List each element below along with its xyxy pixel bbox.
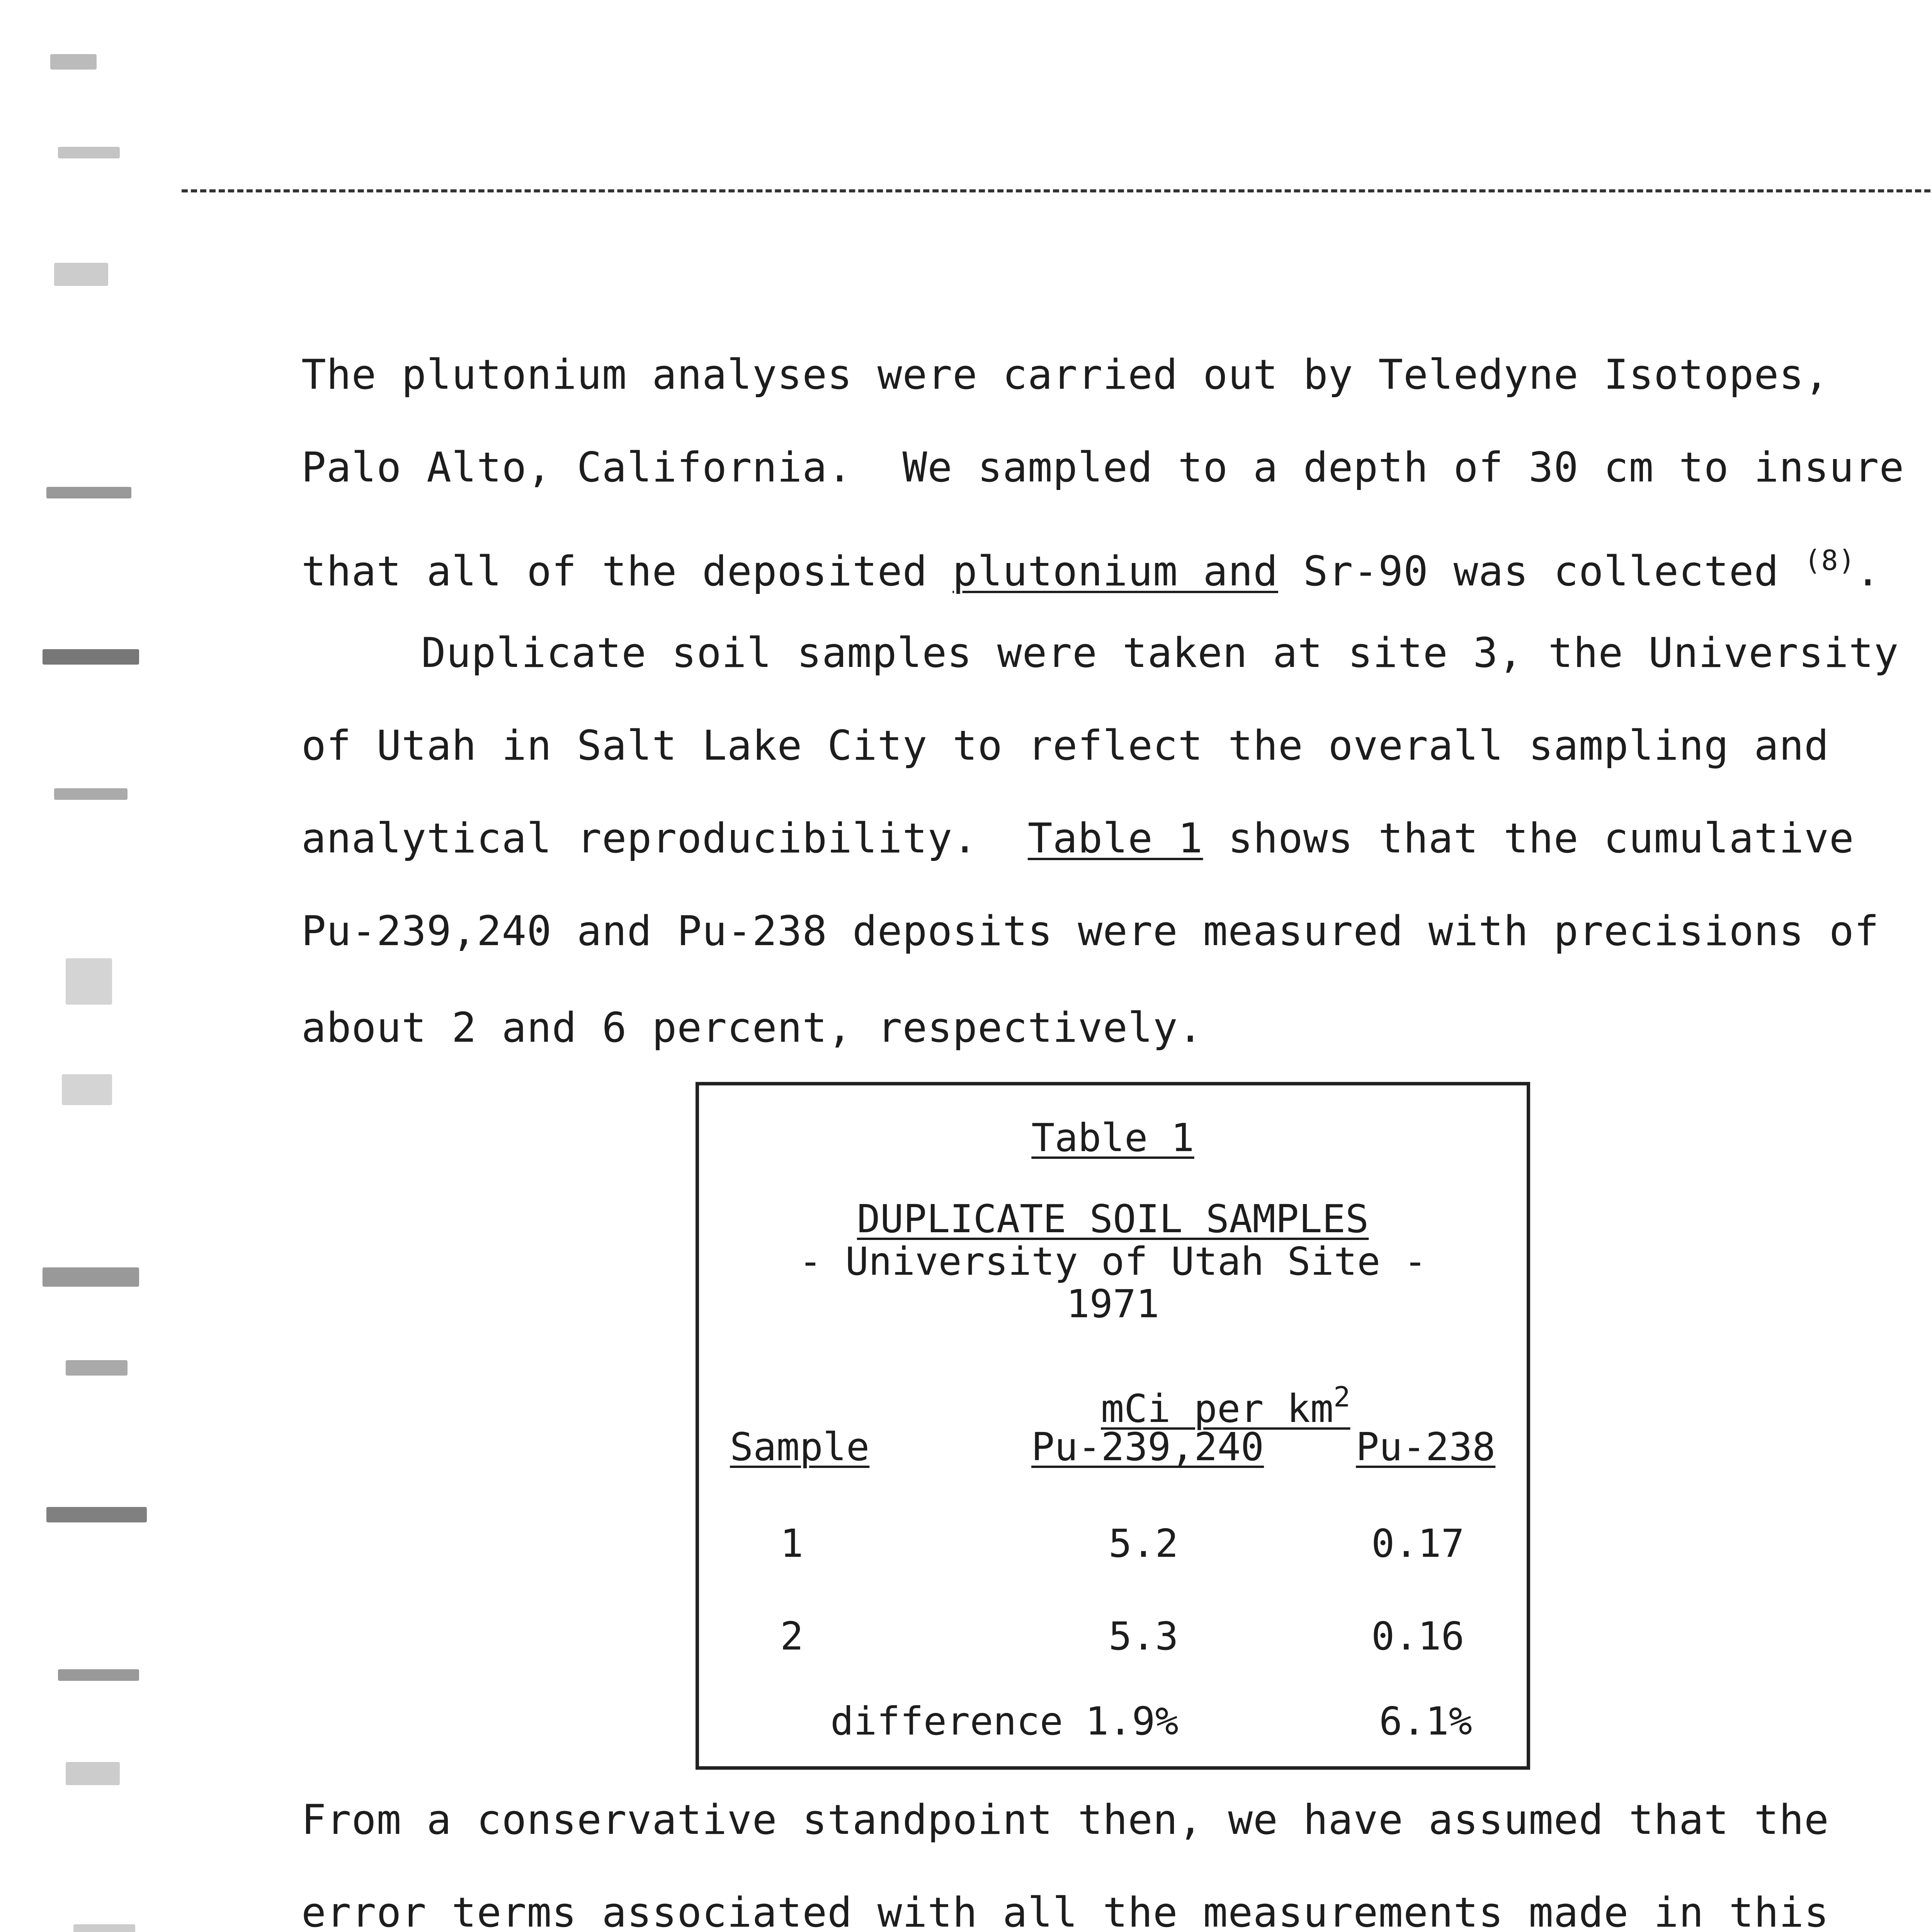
table-title: DUPLICATE SOIL SAMPLES — [857, 1196, 1369, 1242]
text-span: analytical reproducibility. — [301, 815, 1028, 862]
row-1-pu-239-240: 5.2 — [1109, 1521, 1179, 1566]
paragraph-2-line-1: Duplicate soil samples were taken at site 3, the University — [421, 629, 1899, 677]
text-span: Sr-90 was collected — [1278, 548, 1804, 595]
row-1-sample: 1 — [780, 1521, 804, 1566]
underlined-text: plutonium and — [952, 548, 1278, 595]
row-2-sample: 2 — [780, 1614, 804, 1659]
paragraph-2-line-5: about 2 and 6 percent, respectively. — [301, 1004, 1203, 1051]
column-header-pu-239-240: Pu-239,240 — [1031, 1424, 1264, 1469]
difference-pu-239-240: 1.9% — [1085, 1699, 1179, 1744]
paragraph-3-line-2: error terms associated with all the measurements made in this — [301, 1889, 1829, 1932]
unit-header — [1101, 1375, 1350, 1430]
table-subtitle: - University of Utah Site - — [799, 1239, 1427, 1284]
difference-pu-238: 6.1% — [1379, 1699, 1472, 1744]
paragraph-2-line-4: Pu-239,240 and Pu-238 deposits were measured with precisions of — [301, 907, 1879, 955]
difference-label: difference — [830, 1699, 1063, 1744]
paragraph-2-line-2: of Utah in Salt Lake City to reflect the overall sampling and — [301, 722, 1829, 769]
row-1-pu-238: 0.17 — [1371, 1521, 1464, 1566]
text-span: . — [1855, 548, 1881, 595]
text-span: shows that the cumulative — [1203, 815, 1854, 862]
unit-text: mCi per km — [1101, 1386, 1334, 1431]
reference-marker: (8) — [1804, 544, 1856, 577]
row-2-pu-238: 0.16 — [1371, 1614, 1464, 1659]
table-label: Table 1 — [1031, 1115, 1194, 1160]
paragraph-1-line-3 — [301, 537, 1881, 595]
row-2-pu-239-240: 5.3 — [1109, 1614, 1179, 1659]
table-1-reference: Table 1 — [1027, 815, 1203, 862]
paragraph-1-line-1: The plutonium analyses were carried out by Teledyne Isotopes, — [301, 351, 1829, 398]
margin-scan-noise — [43, 31, 158, 1932]
text-span: that all of the deposited — [301, 548, 953, 595]
column-header-sample: Sample — [730, 1424, 870, 1469]
header-rule — [182, 189, 1932, 192]
paragraph-3-line-1: From a conservative standpoint then, we have assumed that the — [301, 1796, 1829, 1844]
column-header-pu-238: Pu-238 — [1356, 1424, 1496, 1469]
paragraph-1-line-2: Palo Alto, California. We sampled to a depth of 30 cm to insure — [301, 444, 1905, 491]
table-1 — [696, 1082, 1530, 1770]
unit-exponent: 2 — [1333, 1381, 1350, 1413]
paragraph-2-line-3 — [301, 815, 1854, 862]
table-year: 1971 — [1066, 1281, 1160, 1327]
